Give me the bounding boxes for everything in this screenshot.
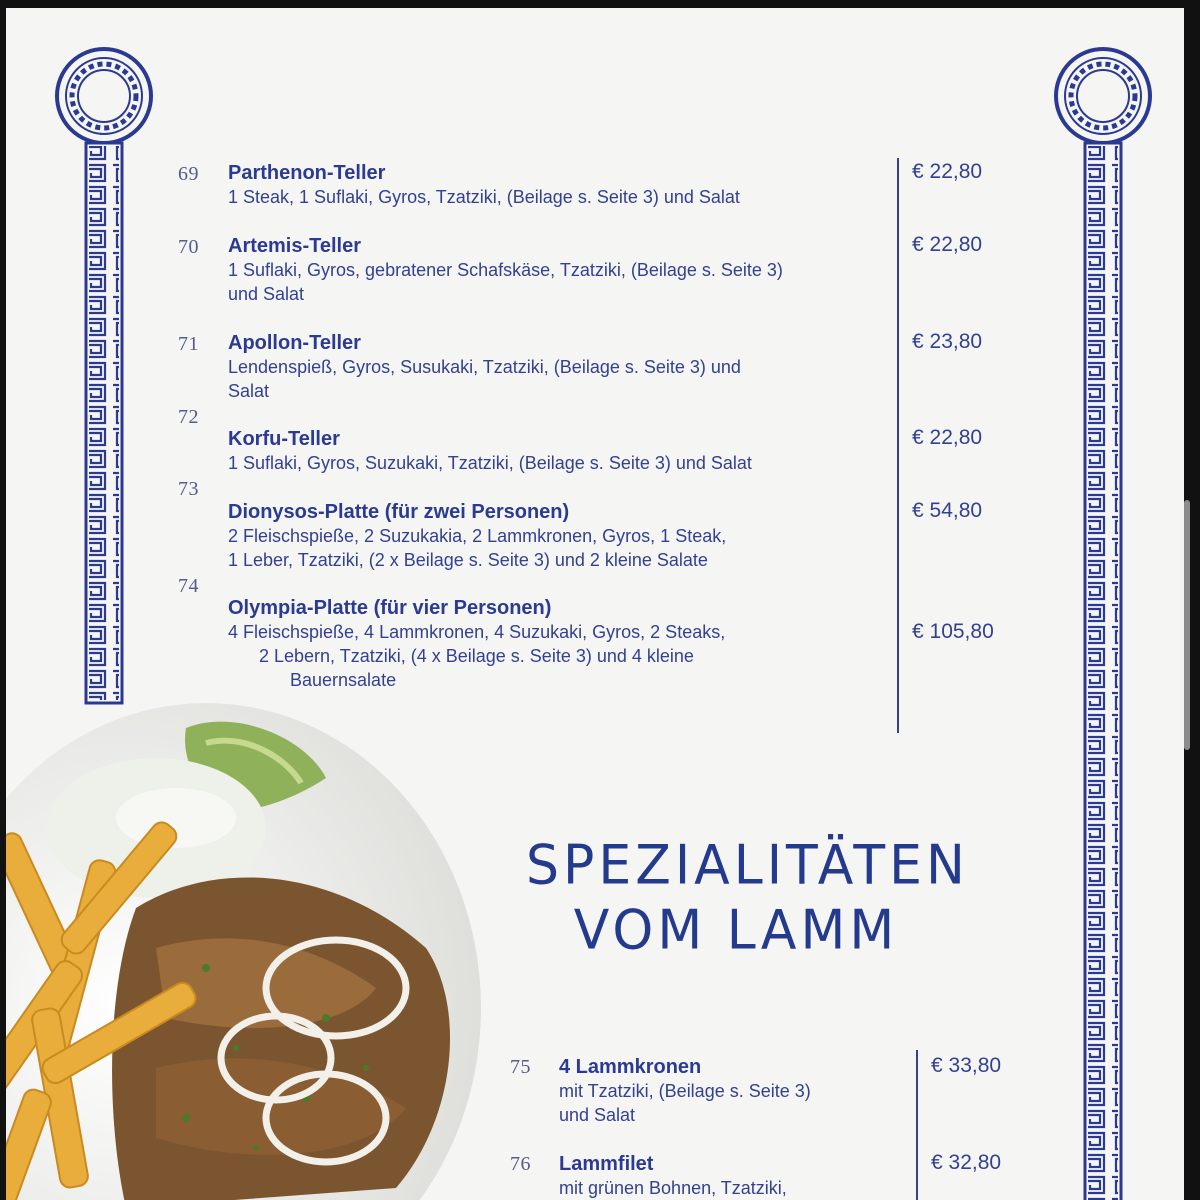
menu-item (559, 1152, 909, 1200)
item-number: 73 (178, 478, 199, 500)
item-name: Korfu-Teller (228, 428, 340, 450)
item-name: Olympia-Platte (für vier Personen) (228, 597, 552, 619)
item-number: 75 (510, 1056, 531, 1078)
greek-key-column-right-icon (1048, 8, 1158, 1200)
item-price: € 33,80 (931, 1054, 1002, 1077)
item-price: € 105,80 (912, 620, 994, 643)
menu-item (228, 427, 888, 475)
item-name: Parthenon-Teller (228, 162, 386, 184)
item-description: 1 Suflaki, Gyros, Suzukaki, Tzatziki, (Beilage s. Seite 3) und Salat (228, 453, 752, 473)
item-number: 76 (510, 1153, 531, 1175)
item-price: € 22,80 (912, 160, 983, 183)
scrollbar[interactable] (1184, 500, 1190, 750)
item-number: 71 (178, 333, 199, 355)
item-number: 72 (178, 406, 199, 428)
item-description-line: Bauernsalate (290, 670, 397, 690)
item-number: 69 (178, 163, 199, 185)
section-title (526, 833, 969, 963)
item-price: € 54,80 (912, 499, 983, 522)
item-description-line: 2 Lebern, Tzatziki, (4 x Beilage s. Seite 3) und 4 kleine (259, 646, 694, 666)
item-name: Apollon-Teller (228, 332, 361, 354)
menu-item (228, 331, 888, 403)
menu-item (228, 161, 888, 209)
item-description: 1 Suflaki, Gyros, gebratener Schafskäse, Tzatziki, (Beilage s. Seite 3) und Salat (228, 260, 783, 304)
price-divider (916, 1050, 918, 1200)
item-number: 70 (178, 236, 199, 258)
section-title-line: SPEZIALITÄTEN (526, 833, 969, 897)
item-description-line: 4 Fleischspieße, 4 Lammkronen, 4 Suzukaki, Gyros, 2 Steaks, (228, 622, 726, 642)
item-number: 74 (178, 575, 199, 597)
item-description: Lendenspieß, Gyros, Susukaki, Tzatziki, (Beilage s. Seite 3) und Salat (228, 357, 741, 401)
item-name: Dionysos-Platte (für zwei Personen) (228, 501, 570, 523)
gyros-plate-image (6, 688, 486, 1200)
menu-item (228, 500, 888, 572)
item-description: mit Tzatziki, (Beilage s. Seite 3) und Salat (559, 1081, 811, 1125)
item-price: € 22,80 (912, 426, 983, 449)
item-description: 1 Steak, 1 Suflaki, Gyros, Tzatziki, (Beilage s. Seite 3) und Salat (228, 187, 740, 207)
item-name: Lammfilet (559, 1153, 654, 1175)
menu-item (228, 596, 888, 692)
greek-key-column-left-icon (49, 8, 159, 708)
price-divider (897, 158, 899, 733)
menu-item (228, 234, 893, 306)
section-title-line: VOM LAMM (573, 899, 899, 963)
item-name: Artemis-Teller (228, 235, 362, 257)
item-description: mit grünen Bohnen, Tzatziki, (559, 1178, 787, 1198)
item-name: 4 Lammkronen (559, 1056, 702, 1078)
item-description: 2 Fleischspieße, 2 Suzukakia, 2 Lammkronen, Gyros, 1 Steak, 1 Leber, Tzatziki, (2 x Beilage s. Seite 3) und 2 kleine Salate (228, 526, 727, 570)
item-price: € 32,80 (931, 1151, 1002, 1174)
item-price: € 22,80 (912, 233, 983, 256)
menu-page (6, 8, 1184, 1200)
menu-item (559, 1055, 909, 1127)
item-price: € 23,80 (912, 330, 983, 353)
